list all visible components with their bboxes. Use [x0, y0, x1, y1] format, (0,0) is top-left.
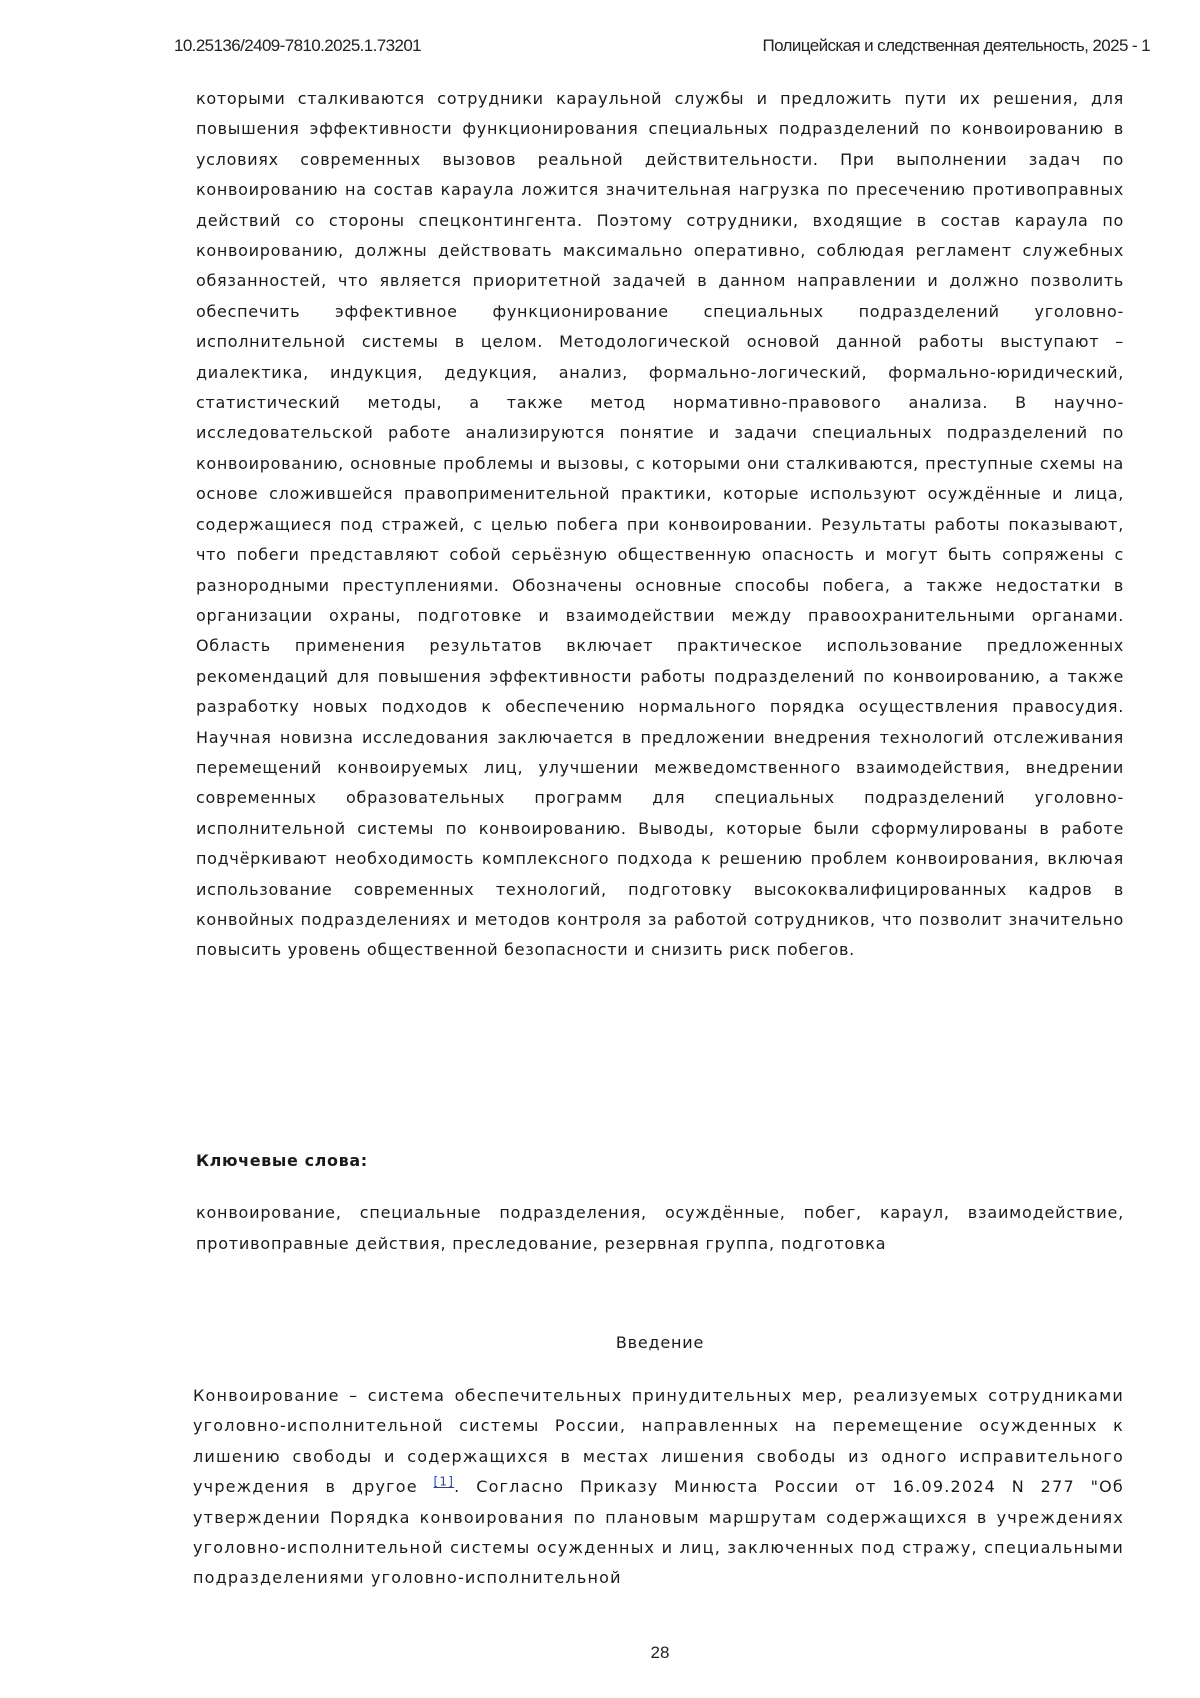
keywords-title: Ключевые слова: — [196, 1151, 368, 1170]
abstract-text: которыми сталкиваются сотрудники караульной службы и предложить пути их решения, для повышения эффективности функционирования специальных подразделений по конвоированию в условиях современных вызовов реальной действительности. При выполнении задач по конвоированию на состав караула ложится значительная нагрузка по пресечению противоправных действий со стороны спецконтингента. Поэтому сотрудники, входящие в состав караула по конвоированию, должны действовать максимально оперативно, соблюдая регламент служебных обязанностей, что является приоритетной задачей в данном направлении и должно позволить обеспечить эффективное функционирование специальных подразделений уголовно-исполнительной системы в целом. Методологической основой данной работы выступают – диалектика, индукция, дедукция, анализ, формально-логический, формально-юридический, статистический методы, а также метод нормативно-правового анализа. В научно-исследовательской работе анализируются понятие и задачи специальных подразделений по конвоированию, основные проблемы и вызовы, с которыми они сталкиваются, преступные схемы на основе сложившейся правоприменительной практики, которые используют осуждённые и лица, содержащиеся под стражей, с целью побега при конвоировании. Результаты работы показывают, что побеги представляют собой серьёзную общественную опасность и могут быть сопряжены с разнородными преступлениями. Обозначены основные способы побега, а также недостатки в организации охраны, подготовке и взаимодействии между правоохранительными органами. Область применения результатов включает практическое использование предложенных рекомендаций для повышения эффективности работы подразделений по конвоированию, а также разработку новых подходов к обеспечению нормального порядка осуществления правосудия. Научная новизна исследования заключается в предложении внедрения технологий отслеживания перемещений конвоируемых лиц, улучшении межведомственного взаимодействия, внедрении современных образовательных программ для специальных подразделений уголовно-исполнительной системы по конвоированию. Выводы, которые были сформулированы в работе подчёркивают необходимость комплексного подхода к решению проблем конвоирования, включая использование современных технологий, подготовку высококвалифицированных кадров в конвойных подразделениях и методов контроля за работой сотрудников, что позволит значительно повысить уровень общественной безопасности и снизить риск побегов. — [196, 84, 1124, 966]
keywords-text: конвоирование, специальные подразделения, осуждённые, побег, караул, взаимодействие, противоправные действия, преследование, резервная группа, подготовка — [196, 1198, 1124, 1259]
introduction-title: Введение — [0, 1333, 1200, 1352]
page-number: 28 — [0, 1643, 1200, 1663]
introduction-text-part1: Конвоирование – система обеспечительных принудительных мер, реализуемых сотрудниками уголовно-исполнительной системы России, направленных на перемещение осужденных к лишению свободы и содержащихся в местах лишения свободы из одного исправительного учреждения в другое — [193, 1386, 1124, 1496]
reference-link-1[interactable]: [1] — [434, 1475, 455, 1489]
introduction-text-part2: . Согласно Приказу Минюста России от 16.09.2024 N 277 "Об утверждении Порядка конвоирования по плановым маршрутам содержащихся в учреждениях уголовно-исполнительной системы осужденных и лиц, заключенных под стражу, специальными подразделениями уголовно-исполнительной — [193, 1477, 1124, 1587]
doi-header: 10.25136/2409-7810.2025.1.73201 — [174, 36, 421, 56]
journal-header: Полицейская и следственная деятельность, 2025 - 1 — [762, 36, 1150, 56]
introduction-text — [193, 1381, 1124, 1594]
